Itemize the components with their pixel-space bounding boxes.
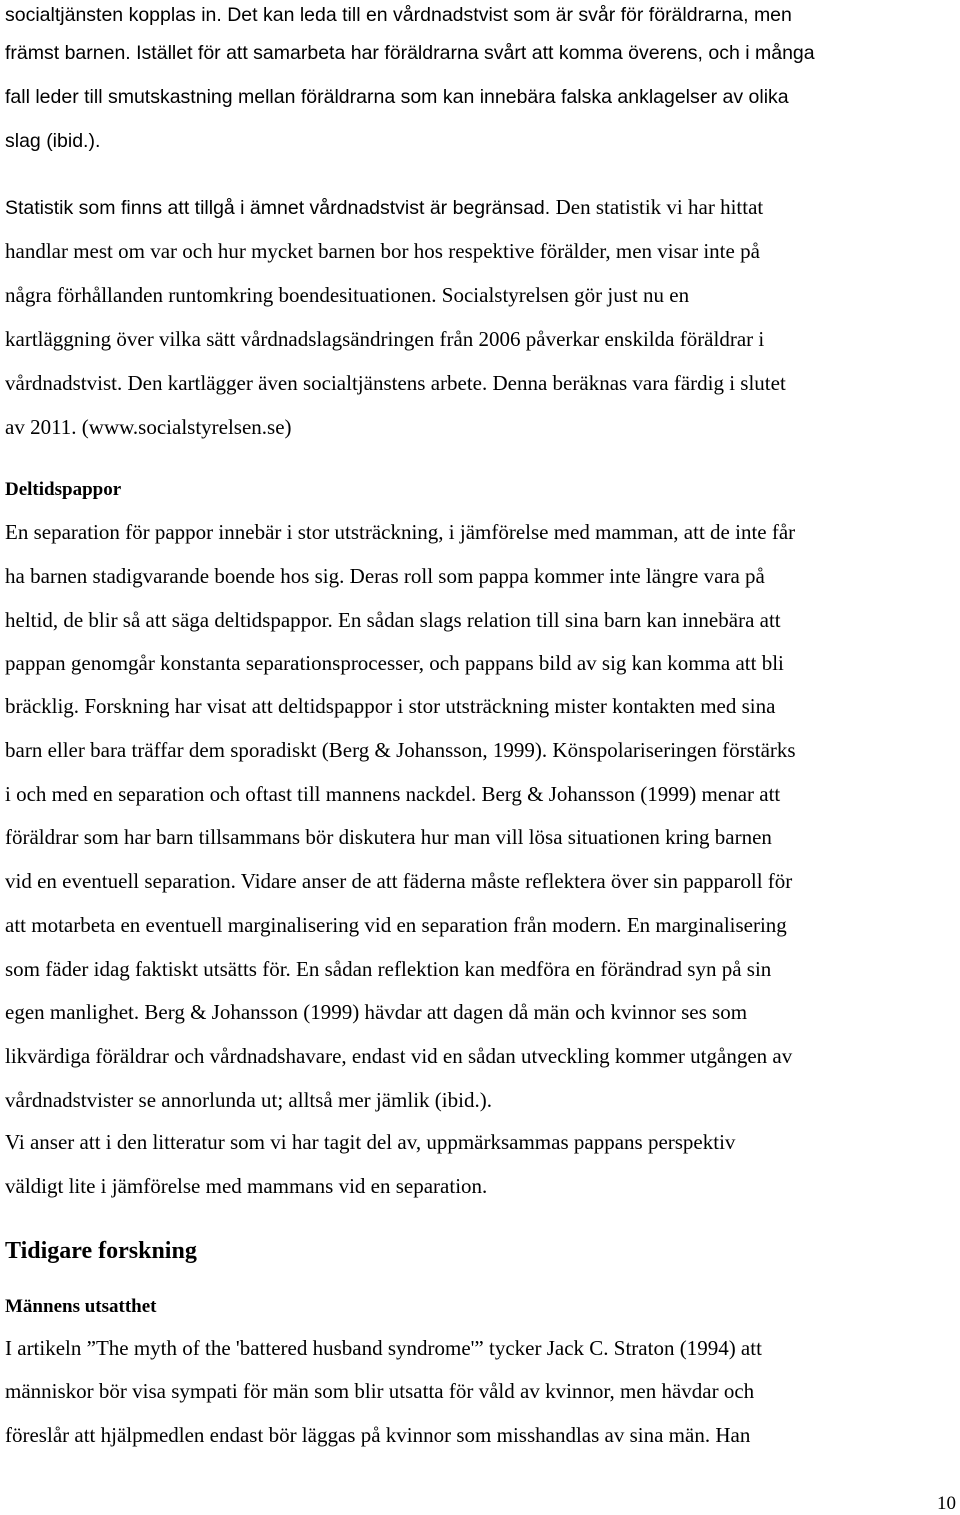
sentence: heltid, de blir så att säga deltidspappor. xyxy=(5,608,339,632)
text-line xyxy=(5,779,780,809)
sentence: vid en eventuell separation. xyxy=(5,869,241,893)
text-line xyxy=(5,997,747,1027)
text-line xyxy=(5,910,787,940)
text-line xyxy=(5,280,689,310)
sentence: i och med en separation och oftast till mannens nackdel. xyxy=(5,782,482,806)
sentence: En sådan reflektion kan medföra en förändrad syn på sin xyxy=(296,957,772,981)
text-line xyxy=(5,192,763,222)
section-heading: Tidigare forskning xyxy=(5,1238,197,1264)
sentence: bräcklig. xyxy=(5,694,85,718)
sentence: Vidare anser de att fäderna måste reflektera över sin papparoll för xyxy=(240,869,793,893)
sentence: egen manlighet. xyxy=(5,1000,145,1024)
sentence: Statistik som finns att tillgå i ämnet vårdnadstvist är begränsad. xyxy=(5,197,556,219)
text-line xyxy=(5,368,786,398)
sentence: barn eller bara träffar dem sporadiskt (Berg & Johansson, 1999). xyxy=(5,738,553,762)
text-line: socialtjänsten kopplas in. Det kan leda till en vårdnadstvist som är svår för föräldrarna, men xyxy=(5,4,792,26)
sentence: En sådan slags relation till sina barn kan innebära att xyxy=(338,608,781,632)
text-line: slag (ibid.). xyxy=(5,130,101,152)
text-line xyxy=(5,691,775,721)
text-line xyxy=(5,561,765,591)
sentence: Berg & Johansson (1999) menar att xyxy=(481,782,781,806)
text-line xyxy=(5,866,792,896)
sentence: att motarbeta en eventuell marginalisering vid en separation från modern. xyxy=(5,913,627,937)
text-line: I artikeln ”The myth of the 'battered husband syndrome'” tycker Jack C. Straton (1994) att xyxy=(5,1336,762,1360)
text-line: vårdnadstvister se annorlunda ut; alltså mer jämlik (ibid.). xyxy=(5,1088,492,1112)
text-line: av 2011. (www.socialstyrelsen.se) xyxy=(5,415,292,439)
text-line: väldigt lite i jämförelse med mammans vid en separation. xyxy=(5,1174,488,1198)
text-line: En separation för pappor innebär i stor utsträckning, i jämförelse med mamman, att de inte får xyxy=(5,520,796,544)
text-line: pappan genomgår konstanta separationsprocesser, och pappans bild av sig kan komma att bli xyxy=(5,651,784,675)
page-number: 10 xyxy=(937,1493,956,1514)
sentence: Den statistik vi har hittat xyxy=(555,195,764,219)
sentence: några förhållanden runtomkring boendesituationen. xyxy=(5,283,442,307)
sentence: vårdnadstvist. xyxy=(5,371,128,395)
section-heading: Männens utsatthet xyxy=(5,1296,157,1317)
sentence: Den kartlägger även socialtjänstens arbete. xyxy=(127,371,493,395)
text-line xyxy=(5,605,781,635)
sentence: Denna beräknas vara färdig i slutet xyxy=(492,371,786,395)
sentence: som fäder idag faktiskt utsätts för. xyxy=(5,957,297,981)
section-heading: Deltidspappor xyxy=(5,479,122,500)
sentence: Könspolariseringen förstärks xyxy=(552,738,796,762)
text-line: fall leder till smutskastning mellan föräldrarna som kan innebära falska anklagelser av olika xyxy=(5,86,789,108)
sentence: Socialstyrelsen gör just nu en xyxy=(441,283,690,307)
text-line: Vi anser att i den litteratur som vi har tagit del av, uppmärksammas pappans perspektiv xyxy=(5,1130,736,1154)
text-line: människor bör visa sympati för män som blir utsatta för våld av kvinnor, men hävdar och xyxy=(5,1379,755,1403)
sentence: Deras roll som pappa kommer inte längre vara på xyxy=(349,564,765,588)
text-line: främst barnen. Istället för att samarbeta har föräldrarna svårt att komma överens, och i många xyxy=(5,42,815,64)
text-line: likvärdiga föräldrar och vårdnadshavare, endast vid en sådan utveckling kommer utgången av xyxy=(5,1044,793,1068)
text-line: kartläggning över vilka sätt vårdnadslagsändringen från 2006 påverkar enskilda föräldrar i xyxy=(5,327,765,351)
text-line: handlar mest om var och hur mycket barnen bor hos respektive förälder, men visar inte på xyxy=(5,239,760,263)
sentence: Berg & Johansson (1999) hävdar att dagen då män och kvinnor ses som xyxy=(144,1000,748,1024)
sentence: ha barnen stadigvarande boende hos sig. xyxy=(5,564,350,588)
text-line xyxy=(5,735,796,765)
sentence: Forskning har visat att deltidspappor i stor utsträckning mister kontakten med sina xyxy=(84,694,776,718)
text-line: föreslår att hjälpmedlen endast bör läggas på kvinnor som misshandlas av sina män. Han xyxy=(5,1423,751,1447)
sentence: En marginalisering xyxy=(626,913,787,937)
text-line xyxy=(5,954,771,984)
text-line: föräldrar som har barn tillsammans bör diskutera hur man vill lösa situationen kring barnen xyxy=(5,825,772,849)
